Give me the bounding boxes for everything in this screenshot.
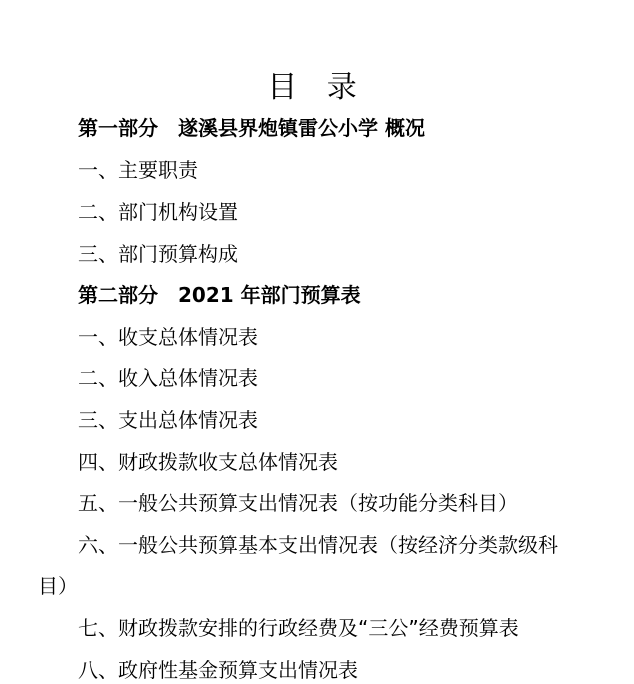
part1-heading: 第一部分 遂溪县界炮镇雷公小学 概况 [78, 116, 425, 140]
toc-item-org-structure: 二、部门机构设置 [78, 200, 238, 224]
toc-item-general-budget-basic-by-economic: 六、一般公共预算基本支出情况表（按经济分类款级科 [78, 533, 558, 557]
toc-item-general-budget-by-function: 五、一般公共预算支出情况表（按功能分类科目） [78, 491, 518, 515]
toc-item-government-fund-expenditure: 八、政府性基金预算支出情况表 [78, 658, 358, 682]
toc-item-revenue-expenditure-overview: 一、收支总体情况表 [78, 325, 258, 349]
toc-item-general-budget-basic-by-economic-continued: 目） [38, 574, 78, 598]
toc-item-fiscal-appropriation-overview: 四、财政拨款收支总体情况表 [78, 450, 338, 474]
part2-heading: 第二部分 2021 年部门预算表 [78, 283, 361, 307]
page-title: 目 录 [267, 70, 367, 105]
toc-item-revenue-overview: 二、收入总体情况表 [78, 366, 258, 390]
toc-item-budget-composition: 三、部门预算构成 [78, 242, 238, 266]
toc-item-admin-and-three-public-expenses: 七、财政拨款安排的行政经费及“三公”经费预算表 [78, 616, 519, 640]
toc-item-main-duties: 一、主要职责 [78, 158, 198, 182]
toc-item-expenditure-overview: 三、支出总体情况表 [78, 408, 258, 432]
